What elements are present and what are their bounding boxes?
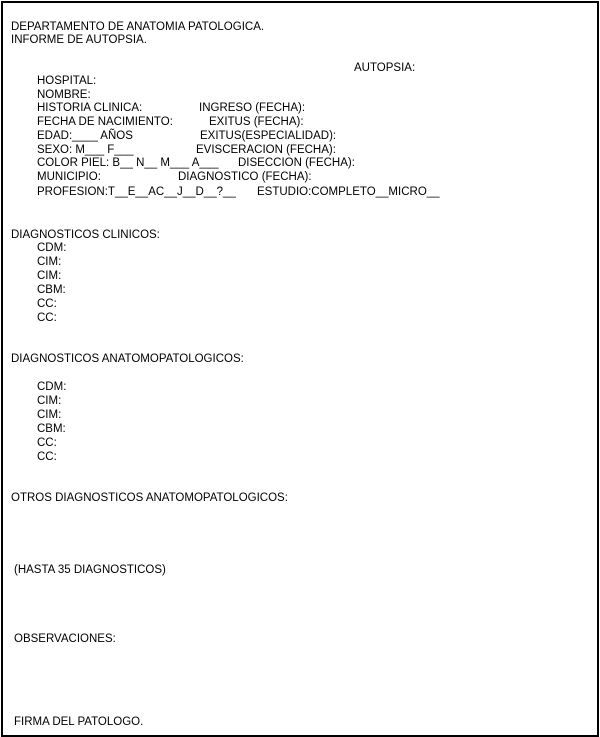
diagnoses-limit-note: (HASTA 35 DIAGNOSTICOS) [14,564,166,576]
pathology-item-cc-2: CC: [37,451,57,463]
pathology-item-cbm: CBM: [37,423,66,435]
clinical-item-cc-2: CC: [37,312,57,324]
observaciones-label: OBSERVACIONES: [14,633,116,645]
exitus-especialidad-label: EXITUS(ESPECIALIDAD): [200,130,337,142]
municipio-label: MUNICIPIO: [37,171,101,183]
clinical-item-cim-2: CIM: [37,270,62,282]
profesion-label: PROFESION:T__E__AC__J__D__?__ [37,186,236,198]
fecha-nacimiento-label: FECHA DE NACIMIENTO: [37,116,173,128]
historia-clinica-label: HISTORIA CLINICA: [37,102,143,114]
pathology-item-cdm: CDM: [37,381,67,393]
estudio-label: ESTUDIO:COMPLETO__MICRO__ [257,186,440,198]
pathology-item-cim-2: CIM: [37,409,62,421]
hospital-label: HOSPITAL: [37,75,97,87]
pathology-item-cc-1: CC: [37,437,57,449]
evisceracion-label: EVISCERACION (FECHA): [196,144,336,156]
exitus-fecha-label: EXITUS (FECHA): [209,116,304,128]
pathology-diagnoses-title: DIAGNOSTICOS ANATOMOPATOLOGICOS: [11,353,244,365]
pathology-item-cim-1: CIM: [37,395,62,407]
edad-label: EDAD:____ AÑOS [37,130,133,142]
autopsia-label: AUTOPSIA: [354,62,416,74]
other-diagnoses-title: OTROS DIAGNOSTICOS ANATOMOPATOLOGICOS: [11,492,288,504]
color-piel-label: COLOR PIEL: B__ N__ M___ A___ [37,157,219,169]
clinical-item-cdm: CDM: [37,242,67,254]
report-title: INFORME DE AUTOPSIA. [11,34,147,46]
clinical-item-cbm: CBM: [37,284,66,296]
sexo-label: SEXO: M___ F___ [37,144,134,156]
diseccion-label: DISECCION (FECHA): [238,157,355,169]
nombre-label: NOMBRE: [37,89,91,101]
diagnostico-fecha-label: DIAGNOSTICO (FECHA): [178,171,312,183]
clinical-diagnoses-title: DIAGNOSTICOS CLINICOS: [11,229,160,241]
clinical-item-cim-1: CIM: [37,256,62,268]
firma-patologo-label: FIRMA DEL PATOLOGO. [14,716,144,728]
department-heading: DEPARTAMENTO DE ANATOMIA PATOLOGICA. [11,21,265,33]
ingreso-fecha-label: INGRESO (FECHA): [199,102,306,114]
clinical-item-cc-1: CC: [37,298,57,310]
